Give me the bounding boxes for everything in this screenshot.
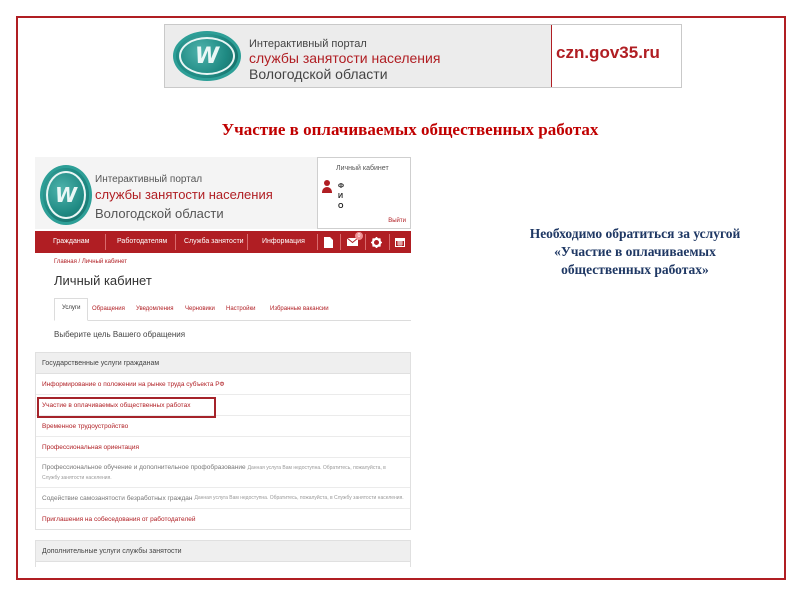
mail-badge: 0: [355, 232, 363, 240]
mail-icon[interactable]: [344, 234, 360, 250]
extra-services-panel: [35, 540, 411, 567]
service-item[interactable]: Информирование о положении на рынке труда субъекта РФ: [36, 374, 410, 395]
tab-requests[interactable]: Обращения: [92, 306, 125, 312]
instruction-note: [470, 225, 800, 279]
service-item[interactable]: Профессиональная ориентация: [36, 437, 410, 458]
exit-link[interactable]: Выйти: [388, 218, 406, 224]
note-line1: Необходимо обратиться за услугой: [529, 226, 741, 241]
banner-line2: службы занятости населения: [249, 50, 441, 66]
portal-header-line3: Вологодской области: [95, 206, 224, 221]
cabinet-fio: [338, 182, 344, 212]
banner-line1: Интерактивный портал: [249, 38, 367, 50]
user-icon: [321, 180, 333, 194]
gov-services-title: Государственные услуги гражданам: [36, 353, 410, 374]
portal-nav: [35, 231, 411, 253]
service-item[interactable]: Временное трудоустройство: [36, 416, 410, 437]
extra-services-title: Дополнительные услуги службы занятости: [36, 541, 410, 562]
nav-employers[interactable]: Работодателям: [117, 238, 168, 245]
cabinet-title: Личный кабинет: [336, 165, 389, 172]
note-line2: «Участие в оплачиваемых: [554, 244, 716, 259]
banner-line3: Вологодской области: [249, 66, 388, 82]
nav-employment-service[interactable]: Служба занятости: [184, 238, 244, 245]
banner-logo-area: [165, 25, 551, 87]
service-item[interactable]: Приглашения на собеседования от работодателей: [42, 515, 196, 523]
service-item-disabled: Содействие самозанятости безработных граждан Данная услуга Вам недоступна. Обратитесь, пожалуйста, в Службу занятости населения.: [36, 488, 410, 509]
tabs: [54, 298, 411, 321]
nav-citizens[interactable]: Гражданам: [53, 238, 90, 245]
service-item-public-works[interactable]: Участие в оплачиваемых общественных работах: [36, 395, 410, 416]
tab-notifications[interactable]: Уведомления: [136, 306, 174, 312]
portal-banner: [164, 24, 682, 88]
tab-drafts[interactable]: Черновики: [185, 306, 215, 312]
nav-information[interactable]: Информация: [262, 238, 305, 245]
highlight-box: [37, 397, 216, 418]
portal-header-line2: службы занятости населения: [95, 187, 273, 202]
note-line3: общественных работах»: [561, 262, 709, 277]
banner-url-box: [551, 25, 681, 87]
gov-services-panel: [35, 352, 411, 530]
banner-url[interactable]: czn.gov35.ru: [556, 43, 660, 62]
slide-title: Участие в оплачиваемых общественных работах: [221, 120, 599, 139]
document-icon[interactable]: [320, 234, 336, 250]
calendar-icon[interactable]: [392, 234, 408, 250]
portal-header-line1: Интерактивный портал: [95, 174, 203, 185]
portal-header: [35, 157, 411, 229]
service-item-disabled: Профессиональное обучение и дополнительное профобразование Данная услуга Вам недоступна. Обратитесь, пожалуйста, в Службу занятости населения.: [36, 458, 410, 488]
gear-icon[interactable]: [368, 234, 384, 250]
tab-settings[interactable]: Настройки: [226, 306, 256, 312]
page-title: Личный кабинет: [54, 273, 152, 288]
tab-favorite-vacancies[interactable]: Избранные вакансии: [270, 306, 329, 312]
portal-logo-icon: W: [173, 31, 241, 81]
breadcrumb[interactable]: Главная / Личный кабинет: [54, 259, 127, 265]
fio-f: Ф: [338, 183, 344, 190]
portal-screenshot: [35, 157, 411, 567]
fio-i: И: [338, 193, 344, 200]
cabinet-box: [317, 157, 411, 229]
fio-o: О: [338, 203, 344, 210]
select-goal-text: Выберите цель Вашего обращения: [54, 330, 186, 339]
tab-services[interactable]: Услуги: [54, 298, 88, 321]
portal-header-logo-icon[interactable]: W: [40, 165, 92, 225]
